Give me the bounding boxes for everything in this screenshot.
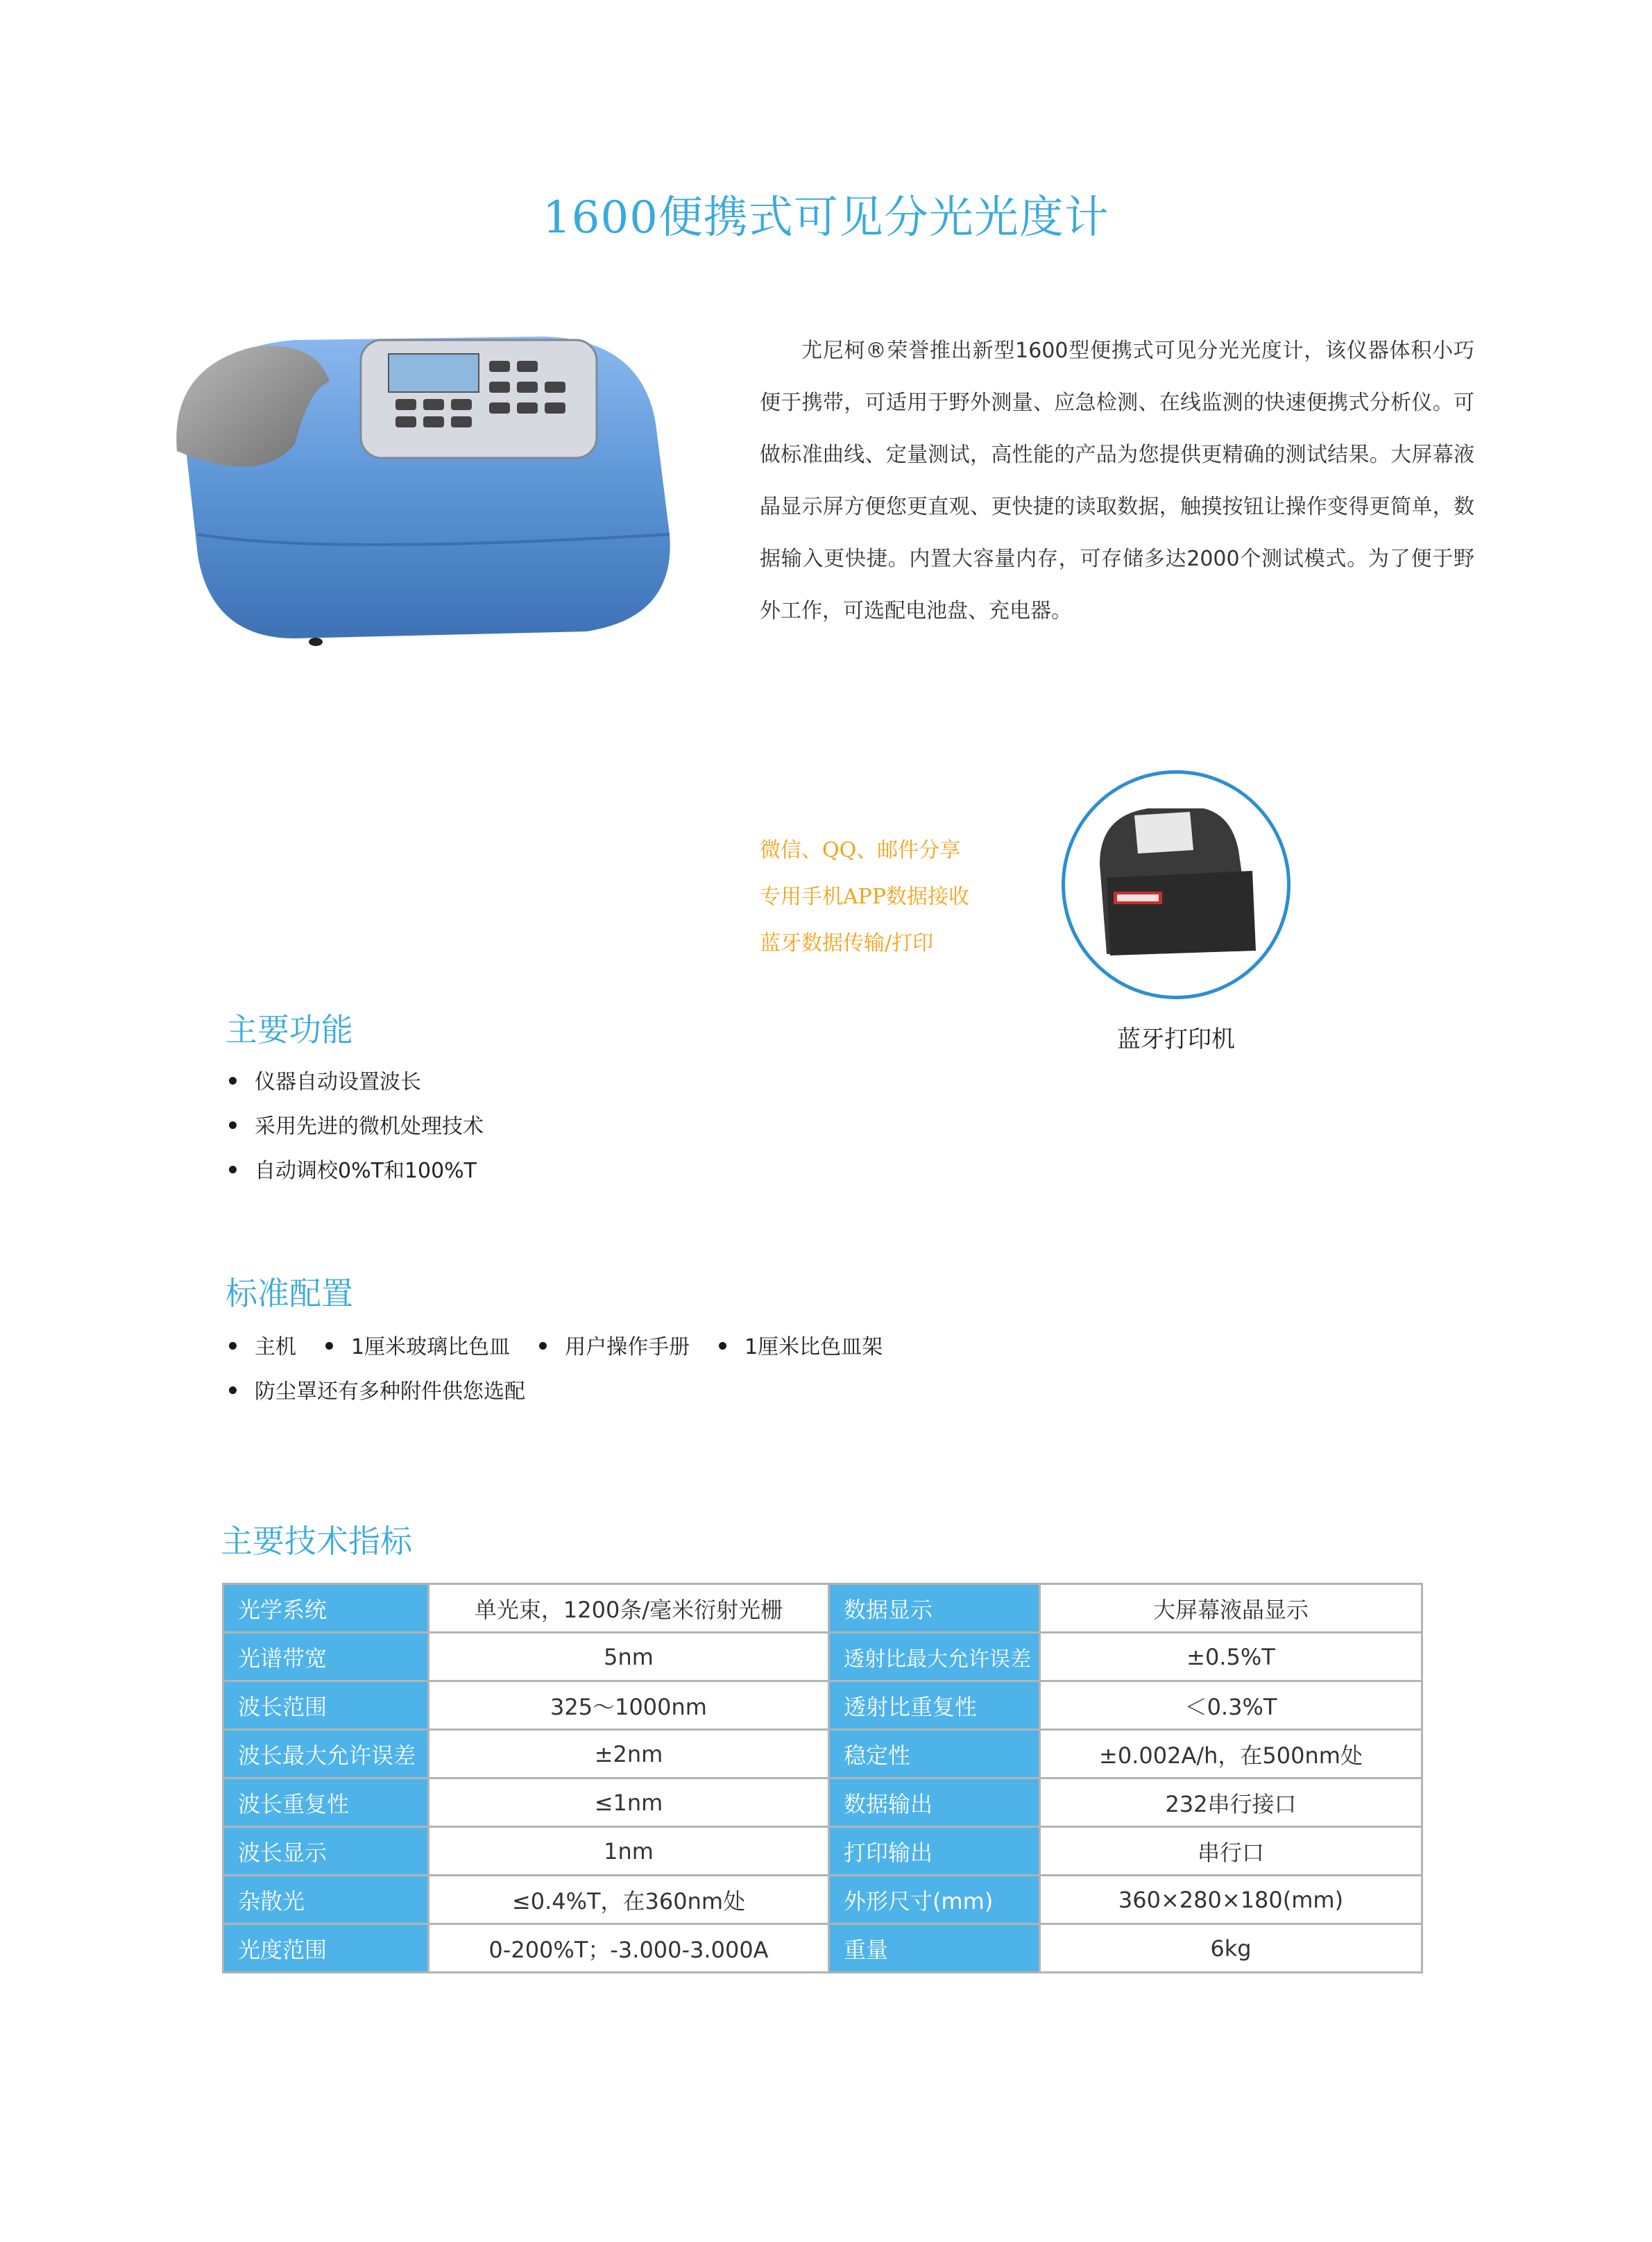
feature-list (760, 827, 969, 967)
spec-label: 光度范围 (223, 1924, 429, 1973)
spec-value: ±2nm (429, 1730, 829, 1778)
spec-label: 外形尺寸(mm) (829, 1876, 1040, 1924)
spec-value: 5nm (429, 1633, 829, 1681)
feature-item: 微信、QQ、邮件分享 (760, 838, 961, 863)
feature-item: 蓝牙数据传输/打印 (760, 931, 934, 956)
bullet-icon (719, 1342, 726, 1350)
standard-config-list (229, 1325, 912, 1414)
spec-label: 数据显示 (829, 1584, 1040, 1633)
spec-label: 波长重复性 (223, 1778, 429, 1827)
bullet-icon (229, 1077, 237, 1085)
spec-value: ±0.002A/h，在500nm处 (1040, 1730, 1422, 1778)
list-item: 采用先进的微机处理技术 (229, 1105, 484, 1149)
spec-label: 数据输出 (829, 1778, 1040, 1827)
spec-label: 透射比重复性 (829, 1681, 1040, 1730)
list-item: 自动调校0%T和100%T (229, 1149, 484, 1194)
table-row (223, 1778, 1422, 1827)
spec-label: 重量 (829, 1924, 1040, 1973)
spec-label: 稳定性 (829, 1730, 1040, 1778)
spec-value: 单光束，1200条/毫米衍射光栅 (429, 1584, 829, 1633)
list-item: 1厘米玻璃比色皿 (325, 1325, 510, 1370)
standard-config-heading: 标准配置 (225, 1275, 353, 1312)
spec-value: 6kg (1040, 1924, 1422, 1973)
bullet-icon (229, 1166, 237, 1173)
spec-label: 打印输出 (829, 1827, 1040, 1876)
table-row (223, 1681, 1422, 1730)
spec-value: 325～1000nm (429, 1681, 829, 1730)
list-item: 1厘米比色皿架 (719, 1325, 883, 1370)
spec-label: 波长范围 (223, 1681, 429, 1730)
spectrophotometer-image (156, 326, 683, 652)
table-row (223, 1924, 1422, 1973)
bullet-icon (229, 1386, 237, 1394)
bullet-icon (325, 1342, 333, 1350)
intro-paragraph: 尤尼柯®荣誉推出新型1600型便携式可见分光光度计，该仪器体积小巧便于携带，可适用于野外测量、应急检测、在线监测的快速便携式分析仪。可做标准曲线、定量测试，高性能的产品为您提供更精确的测试结果。大屏幕液晶显示屏方便您更直观、更快捷的读取数据，触摸按钮让操作变得更简单，数据输入更快捷。内置大容量内存，可存储多达2000个测试模式。为了便于野外工作，可选配电池盘、充电器。 (760, 339, 1474, 623)
table-row (223, 1633, 1422, 1681)
feature-item: 专用手机APP数据接收 (760, 885, 970, 909)
specs-heading: 主要技术指标 (221, 1522, 412, 1560)
spec-label: 波长最大允许误差 (223, 1730, 429, 1778)
bullet-icon (229, 1342, 237, 1350)
spec-value: 大屏幕液晶显示 (1040, 1584, 1422, 1633)
spec-value: 232串行接口 (1040, 1778, 1422, 1827)
table-row (223, 1876, 1422, 1924)
table-row (223, 1730, 1422, 1778)
spec-label: 光学系统 (223, 1584, 429, 1633)
spec-label: 杂散光 (223, 1876, 429, 1924)
spec-table (222, 1583, 1423, 1973)
bullet-icon (539, 1342, 547, 1350)
spec-label: 波长显示 (223, 1827, 429, 1876)
spec-label: 光谱带宽 (223, 1633, 429, 1681)
printer-image (1062, 770, 1291, 999)
list-item: 防尘罩还有多种附件供您选配 (229, 1370, 912, 1414)
spec-value: 0-200%T；-3.000-3.000A (429, 1924, 829, 1973)
bullet-icon (229, 1121, 237, 1129)
main-functions-heading: 主要功能 (225, 1011, 353, 1048)
table-row (223, 1827, 1422, 1876)
table-row (223, 1584, 1422, 1633)
spec-value: 1nm (429, 1827, 829, 1876)
spec-value: 360×280×180(mm) (1040, 1876, 1422, 1924)
printer-caption: 蓝牙打印机 (1117, 1026, 1235, 1053)
list-item: 主机 (229, 1325, 296, 1370)
spec-value: ＜0.3%T (1040, 1681, 1422, 1730)
page-title: 1600便携式可见分光光度计 (543, 192, 1109, 244)
config-row (229, 1325, 912, 1370)
spec-label: 透射比最大允许误差 (829, 1633, 1040, 1681)
list-item: 用户操作手册 (539, 1325, 690, 1370)
spec-value: ≤0.4%T，在360nm处 (429, 1876, 829, 1924)
main-functions-list (229, 1060, 484, 1194)
list-item: 仪器自动设置波长 (229, 1060, 484, 1105)
spec-value: ±0.5%T (1040, 1633, 1422, 1681)
spec-value: 串行口 (1040, 1827, 1422, 1876)
spec-value: ≤1nm (429, 1778, 829, 1827)
